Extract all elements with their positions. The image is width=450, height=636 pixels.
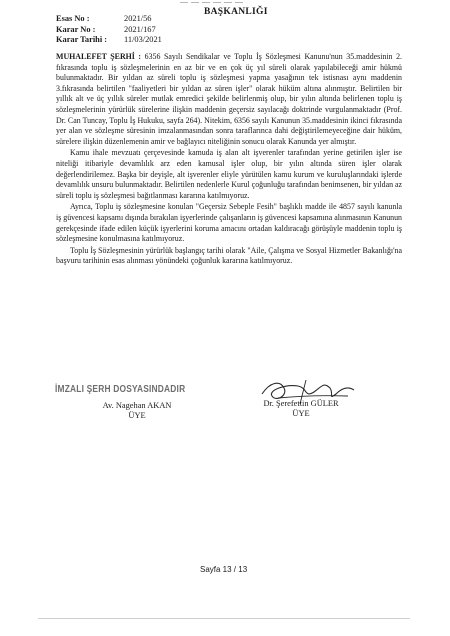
meta-label: Esas No :: [56, 14, 90, 23]
meta-row-esas: [56, 14, 162, 25]
page-number: Sayfa 13 / 13: [200, 565, 248, 574]
page-header: BAŞKANLIĞI: [204, 7, 268, 17]
signatory-role: ÜYE: [128, 411, 146, 420]
signatory-name: Av. Nagehan AKAN: [102, 401, 172, 410]
paragraph-1: [56, 52, 402, 147]
meta-label: Karar No :: [56, 24, 96, 34]
page-edge-divider: [38, 618, 410, 619]
signatory-right: [246, 399, 356, 419]
signatory-left: [82, 401, 192, 421]
meta-value: 2021/167: [124, 24, 156, 34]
paragraph-4: Toplu İş Sözleşmesinin yürürlük başlangıç tarihi olarak "Aile, Çalışma ve Sosyal Hizmetler Bakanlığı'na başvuru tarihinin esas alınması yönündeki çoğunluk kararına katılmıyoruz.: [56, 245, 402, 266]
paragraph-3: Ayrıca, Toplu iş sözleşmesine konulan "Geçersiz Sebeple Fesih" başlıklı madde ile 4857 sayılı kanunla iş güvencesi kapsamı dışında bırakılan işyerlerinde çalışanların iş güvencesi kapsamına alınmasının Kanunun gerekçesinde ifade edilen küçük işyerlerini koruma amacını ortadan kaldıracağı görüşüyle maddenin toplu iş sözleşmesine konulmasına katılmıyoruz.: [56, 202, 402, 244]
meta-label: Karar Tarihi :: [56, 35, 108, 44]
paragraph-2: Kamu ihale mevzuatı çerçevesinde kamuda iş alan alt işverenler tarafından yerine getirilen işler ise niteliği itibariyle devamlılık arz eden kamusal işler olup, bir yılın altında süren işler olarak değerlendirilemez. Başka bir deyişle, alt işverenler eliyle yürütülen kamu kurum ve kuruluşlarındaki işlerde devamlılık unsuru bulunmaktadır. Belirtilen nedenlerle Kurul çoğunluğu tarafından benimsenen, bir yıldan az süreli toplu iş sözleşmesi bağıtlanması kararına katılmıyoruz.: [56, 148, 402, 200]
dissent-heading: MUHALEFET ŞERHİ :: [56, 52, 142, 61]
case-meta: [56, 14, 162, 46]
meta-value: 2021/56: [124, 14, 152, 23]
top-cut-text: — — — — — —: [180, 0, 244, 6]
meta-row-tarih: [56, 35, 162, 46]
paragraph-1-text: 6356 Sayılı Sendikalar ve Toplu İş Sözleşmesi Kanunu'nun 35.maddesinin 2. fıkrasında toplu iş sözleşmelerinin en az bir ve en çok üç yıl süreli olarak yapılabileceği amir hükmü bulunmaktadır. Bir yıldan az süreli toplu iş sözleşmesi yapma yasağının tek istisnası aynı maddenin 3.fıkrasında belirtilen "faaliyetleri bir yıldan az süren işler" olarak hüküm altına alınmıştır. Belirtilen bir yıllık alt ve üç yıllık süreler mutlak emredici şekilde belirlenmiş olup, bir yılın altında belirlenen toplu iş sözleşmelerinin yürürlük sürelerine ilişkin maddenin geçersiz sayılacağı doktrinde vurgulanmaktadır (Prof. Dr. Can Tuncay, Toplu İş Hukuku, sayfa 264). Nitekim, 6356 sayılı Kanunun 35.maddesinin ikinci fıkrasında yer alan ve sözleşme süresinin imzalanmasından sonra taraflarınca dahi değiştirilemeyeceğine dair hüküm, sürelere ilişkin düzenlemenin amir ve bağlayıcı niteliğinin sonucu olarak Kanunda yer almıştır.: [56, 52, 402, 146]
meta-row-karar: [56, 25, 162, 36]
signatory-role: ÜYE: [292, 409, 310, 418]
signatory-name: Dr. Şerefettin GÜLER: [263, 399, 339, 408]
signature-stamp: İMZALI ŞERH DOSYASINDADIR: [55, 381, 186, 395]
dissent-body: [56, 52, 402, 268]
meta-value: 11/03/2021: [124, 35, 162, 44]
